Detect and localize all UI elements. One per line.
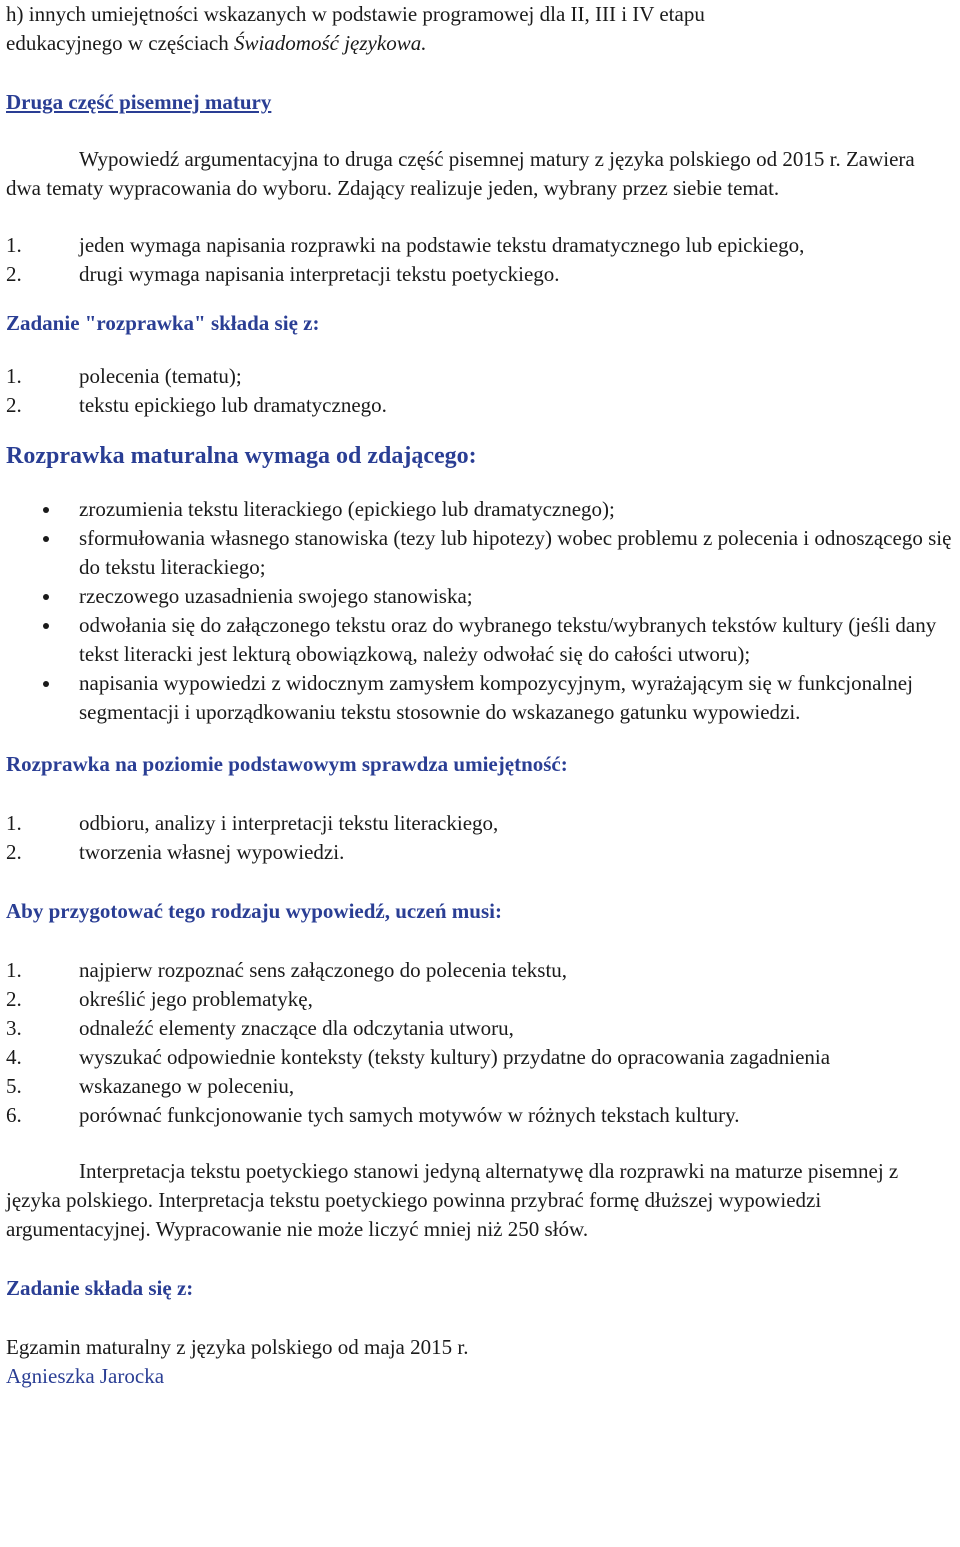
- list-number: 2.: [6, 987, 22, 1011]
- list-number: 2.: [6, 262, 22, 286]
- list-text: polecenia (tematu);: [79, 364, 242, 388]
- list-text: wskazanego w poleceniu,: [79, 1074, 295, 1098]
- bullet-text: zrozumienia tekstu literackiego (epickiego lub dramatycznego);: [79, 497, 615, 521]
- bullet-item: [6, 611, 952, 669]
- list-text: odnaleźć elementy znaczące dla odczytania utworu,: [79, 1016, 514, 1040]
- list-item: [6, 1072, 952, 1101]
- list-number: 6.: [6, 1103, 22, 1127]
- list-item: [6, 362, 952, 391]
- list-number: 1.: [6, 811, 22, 835]
- section-heading-sprawdza: Rozprawka na poziomie podstawowym sprawdza umiejętność:: [6, 752, 568, 776]
- bullet-item: [6, 524, 952, 582]
- list-item: [6, 231, 952, 260]
- list-text: wyszukać odpowiednie konteksty (teksty kultury) przydatne do opracowania zagadnienia: [79, 1045, 831, 1069]
- bullet-icon: [43, 507, 49, 513]
- section-heading-druga: Druga część pisemnej matury: [6, 90, 272, 114]
- list-text: określić jego problematykę,: [79, 987, 313, 1011]
- bullet-text: sformułowania własnego stanowiska (tezy lub hipotezy) wobec problemu z polecenia i odnoszącego się do tekstu literackiego;: [79, 526, 952, 579]
- intro-line-1: h) innych umiejętności wskazanych w podstawie programowej dla II, III i IV etapu: [6, 2, 705, 26]
- section-heading-final: Zadanie składa się z:: [6, 1276, 194, 1300]
- section-heading-zadanie: Zadanie "rozprawka" składa się z:: [6, 311, 320, 335]
- bullet-icon: [43, 594, 49, 600]
- list-text: tworzenia własnej wypowiedzi.: [79, 840, 345, 864]
- list-text: tekstu epickiego lub dramatycznego.: [79, 393, 387, 417]
- list-item: [6, 1043, 952, 1072]
- section-heading-uczen: Aby przygotować tego rodzaju wypowiedź, uczeń musi:: [6, 899, 502, 923]
- bullet-icon: [43, 623, 49, 629]
- bullet-icon: [43, 536, 49, 542]
- list-number: 1.: [6, 958, 22, 982]
- list-item: [6, 391, 952, 420]
- list-number: 4.: [6, 1045, 22, 1069]
- list-text: jeden wymaga napisania rozprawki na podstawie tekstu dramatycznego lub epickiego,: [79, 233, 805, 257]
- list-item: [6, 809, 952, 838]
- intro-line-2-italic: Świadomość językowa.: [233, 31, 427, 55]
- list-text: porównać funkcjonowanie tych samych motywów w różnych tekstach kultury.: [79, 1103, 740, 1127]
- list-text: drugi wymaga napisania interpretacji tekstu poetyckiego.: [79, 262, 560, 286]
- wymaga-list: [6, 495, 952, 727]
- druga-paragraph: Wypowiedź argumentacyjna to druga część pisemnej matury z języka polskiego od 2015 r. Zawiera dwa tematy wypracowania do wyboru. Zdający realizuje jeden, wybrany przez siebie temat.: [6, 147, 915, 200]
- bullet-item: [6, 582, 952, 611]
- bullet-text: odwołania się do załączonego tekstu oraz do wybranego tekstu/wybranych tekstów kultury (jeśli dany tekst literacki jest lekturą obowiązkową, należy odwołać się do całości utworu);: [79, 613, 937, 666]
- list-number: 5.: [6, 1074, 22, 1098]
- sprawdza-list: [6, 809, 952, 867]
- list-number: 1.: [6, 233, 22, 257]
- footer-author: Agnieszka Jarocka: [6, 1364, 165, 1388]
- bullet-item: [6, 669, 952, 727]
- list-item: [6, 1101, 952, 1130]
- list-item: [6, 838, 952, 867]
- bullet-text: rzeczowego uzasadnienia swojego stanowiska;: [79, 584, 473, 608]
- section-heading-wymaga: Rozprawka maturalna wymaga od zdającego:: [6, 443, 477, 469]
- list-item: [6, 956, 952, 985]
- footer-title: Egzamin maturalny z języka polskiego od maja 2015 r.: [6, 1335, 469, 1359]
- list-item: [6, 985, 952, 1014]
- list-text: odbioru, analizy i interpretacji tekstu literackiego,: [79, 811, 499, 835]
- intro-line-2: [6, 29, 952, 58]
- interpretacja-paragraph: Interpretacja tekstu poetyckiego stanowi jedyną alternatywę dla rozprawki na maturze pisemnej z języka polskiego. Interpretacja tekstu poetyckiego powinna przybrać formę dłuższej wypowiedzi argumentacyjnej. Wypracowanie nie może liczyć mniej niż 250 słów.: [6, 1159, 899, 1241]
- list-number: 3.: [6, 1016, 22, 1040]
- list-item: [6, 260, 952, 289]
- list-number: 2.: [6, 840, 22, 864]
- intro-line-2-text: edukacyjnego w częściach: [6, 31, 234, 55]
- list-text: najpierw rozpoznać sens załączonego do polecenia tekstu,: [79, 958, 568, 982]
- bullet-text: napisania wypowiedzi z widocznym zamysłem kompozycyjnym, wyrażającym się w funkcjonalnej segmentacji i uporządkowaniu tekstu stosownie do wskazanego gatunku wypowiedzi.: [79, 671, 913, 724]
- bullet-item: [6, 495, 952, 524]
- list-number: 2.: [6, 393, 22, 417]
- zadanie-list: [6, 362, 952, 420]
- list-item: [6, 1014, 952, 1043]
- uczen-list: [6, 956, 952, 1130]
- druga-list: [6, 231, 952, 289]
- list-number: 1.: [6, 364, 22, 388]
- bullet-icon: [43, 681, 49, 687]
